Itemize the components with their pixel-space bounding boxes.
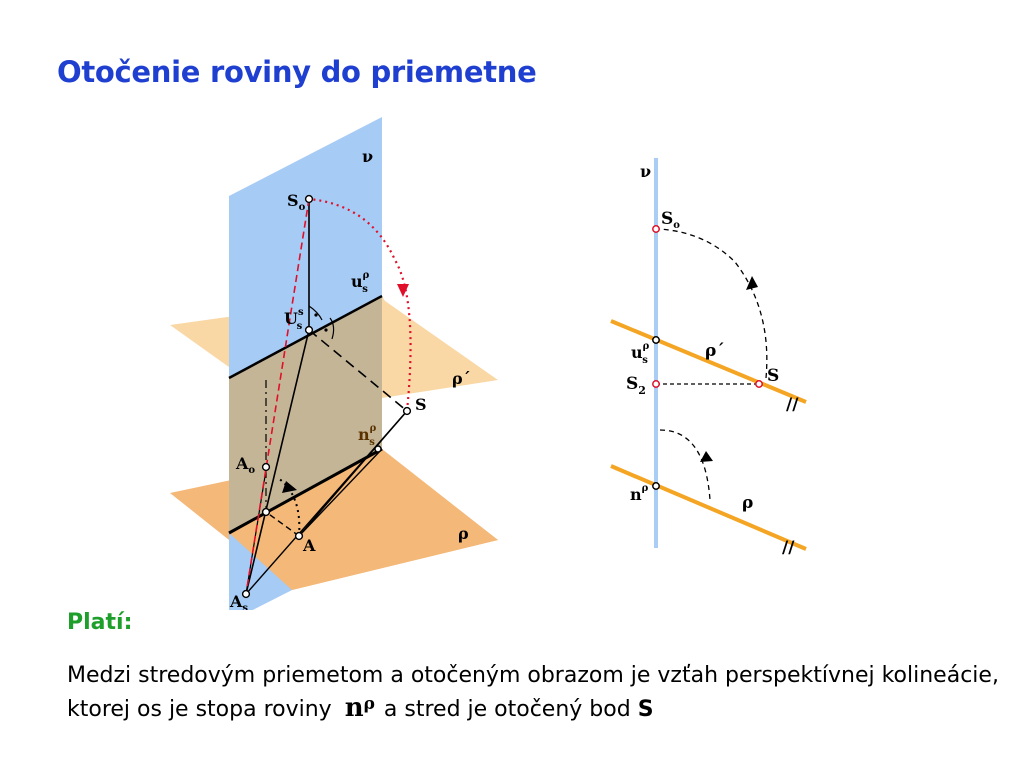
point-ao — [263, 464, 270, 471]
label-so-2d: $S_o$ — [661, 209, 680, 231]
label-rho-3d: ρ — [458, 524, 469, 543]
plati-heading: Platí: — [67, 610, 133, 635]
point-us — [306, 327, 313, 334]
statement-text — [67, 659, 1007, 726]
label-so-3d: $S_o$ — [287, 191, 306, 213]
label-n-2d: $n^\rho$ — [630, 483, 649, 504]
right-angle-dot-1 — [314, 313, 317, 316]
point-s-2d — [756, 381, 762, 387]
label-nu-3d: ν — [362, 147, 374, 166]
label-nu-2d: ν — [640, 162, 652, 181]
hatch-1: // — [786, 395, 799, 415]
label-as-3d: $A_s$ — [230, 592, 249, 610]
bold-s: S — [637, 697, 654, 722]
point-ns — [375, 446, 381, 452]
math-n: $n^\rho$ — [344, 693, 375, 723]
label-us-upper-3d: $U^s$ s — [284, 307, 304, 332]
point-a — [296, 533, 303, 540]
statement-part1: Medzi stredovým priemetom a otočeným obrazom je vzťah perspektívnej kolineácie, ktorej os je stopa roviny — [67, 663, 999, 722]
point-s — [404, 408, 411, 415]
label-rho-2d: ρ — [742, 493, 754, 513]
point-n-2d — [653, 483, 659, 489]
arc-arrow-upper — [746, 276, 758, 290]
label-us-2d: $u^\rho$ s — [631, 341, 650, 366]
point-so-2d — [653, 226, 659, 232]
label-rho-prime-2d: ρ´ — [705, 341, 725, 361]
statement-part2: a stred je otočený bod — [383, 697, 631, 722]
label-a-3d: A — [303, 536, 316, 555]
point-us-2d — [653, 337, 659, 343]
hatch-2: // — [782, 538, 795, 558]
point-as — [243, 591, 250, 598]
slide-title: Otočenie roviny do priemetne — [57, 55, 537, 89]
label-ao-3d: $A_o$ — [236, 454, 256, 476]
label-ns-3d: $n^\rho$ s — [358, 423, 377, 448]
math-sup: ρ — [363, 694, 375, 714]
point-so — [306, 196, 313, 203]
figure-2d — [611, 158, 806, 558]
label-s-3d: S — [415, 395, 427, 414]
figure-3d — [170, 117, 498, 610]
label-s2-2d: $S_2$ — [626, 374, 646, 397]
label-s-2d: S — [767, 366, 780, 386]
right-angle-dot-2 — [324, 328, 327, 331]
label-us-lower-3d: $u^\rho$ s — [351, 270, 370, 295]
label-rho-prime-3d: ρ´ — [452, 369, 471, 388]
point-s2-2d — [653, 381, 659, 387]
trace-n-2d — [611, 466, 806, 549]
arc-arrow-lower — [700, 451, 713, 462]
point-mid — [263, 509, 270, 516]
